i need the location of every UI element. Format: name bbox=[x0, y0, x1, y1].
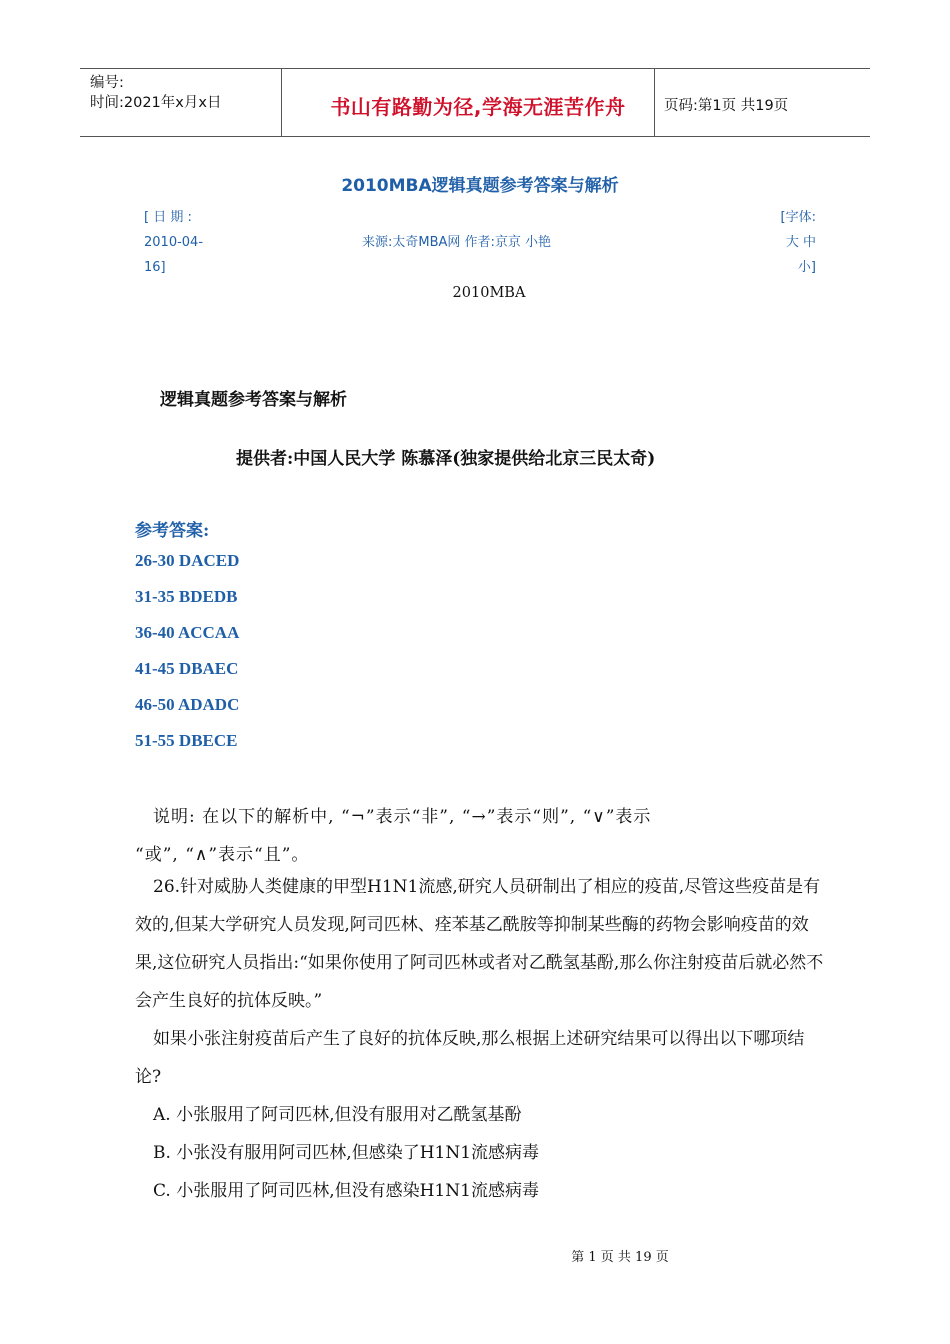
header-motto: 书山有路勤为径,学海无涯苦作舟 bbox=[330, 95, 626, 119]
meta-date-line: 2010-04- bbox=[144, 235, 204, 250]
answers-label: 参考答案: bbox=[135, 521, 210, 541]
question-block bbox=[135, 868, 830, 1210]
explanation-line: 说明: 在以下的解析中, “¬”表示“非”, “→”表示“则”, “∨”表示 bbox=[153, 807, 652, 827]
explanation-line: “或”, “∧”表示“且”。 bbox=[135, 845, 310, 865]
number-label: 编号: bbox=[90, 75, 124, 91]
page-footer: 第 1 页 共 19 页 bbox=[571, 1250, 669, 1265]
meta-date-line: 16] bbox=[144, 260, 166, 275]
header-page-info: 页码:第1页 共19页 bbox=[664, 98, 789, 114]
subtitle: 2010MBA bbox=[452, 285, 526, 301]
font-size-options[interactable]: 大 中 bbox=[785, 235, 816, 250]
time-label: 时间:2021年x月x日 bbox=[90, 95, 222, 111]
question-prompt: 如果小张注射疫苗后产生了良好的抗体反映,那么根据上述研究结果可以得出以下哪项结论? bbox=[135, 1029, 805, 1087]
document-title: 2010MBA逻辑真题参考答案与解析 bbox=[341, 176, 619, 196]
header-left-cell bbox=[90, 73, 221, 113]
option-b: B. 小张没有服用阿司匹林,但感染了H1N1流感病毒 bbox=[153, 1143, 540, 1163]
option-c: C. 小张服用了阿司匹林,但没有感染H1N1流感病毒 bbox=[153, 1181, 539, 1201]
answer-line: 51-55 DBECE bbox=[135, 731, 238, 750]
meta-date bbox=[144, 205, 203, 280]
provider-line: 提供者:中国人民大学 陈慕泽(独家提供给北京三民太奇) bbox=[236, 449, 656, 469]
section-heading: 逻辑真题参考答案与解析 bbox=[160, 390, 347, 410]
answer-line: 41-45 DBAEC bbox=[135, 659, 239, 678]
header-divider bbox=[654, 69, 655, 136]
meta-source: 来源:太奇MBA网 作者:京京 小艳 bbox=[362, 235, 552, 250]
header-divider bbox=[281, 69, 282, 136]
header-table bbox=[80, 68, 870, 137]
answer-line: 46-50 ADADC bbox=[135, 695, 240, 714]
font-size-label: [字体: bbox=[780, 210, 816, 225]
font-size-label: 小] bbox=[797, 260, 816, 275]
answer-line: 26-30 DACED bbox=[135, 551, 240, 570]
option-a: A. 小张服用了阿司匹林,但没有服用对乙酰氢基酚 bbox=[153, 1105, 522, 1125]
meta-font-size bbox=[760, 205, 816, 280]
question-stem: 26.针对威胁人类健康的甲型H1N1流感,研究人员研制出了相应的疫苗,尽管这些疫苗是有效的,但某大学研究人员发现,阿司匹林、痊苯基乙酰胺等抑制某些酶的药物会影响疫苗的效果,这位研究人员指出:“如果你使用了阿司匹林或者对乙酰氢基酚,那么你注射疫苗后就必然不会产生良好的抗体反映。” bbox=[135, 877, 824, 1011]
answer-line: 31-35 BDEDB bbox=[135, 587, 238, 606]
meta-date-line: [ 日 期 : bbox=[144, 210, 192, 225]
answer-line: 36-40 ACCAA bbox=[135, 623, 240, 642]
